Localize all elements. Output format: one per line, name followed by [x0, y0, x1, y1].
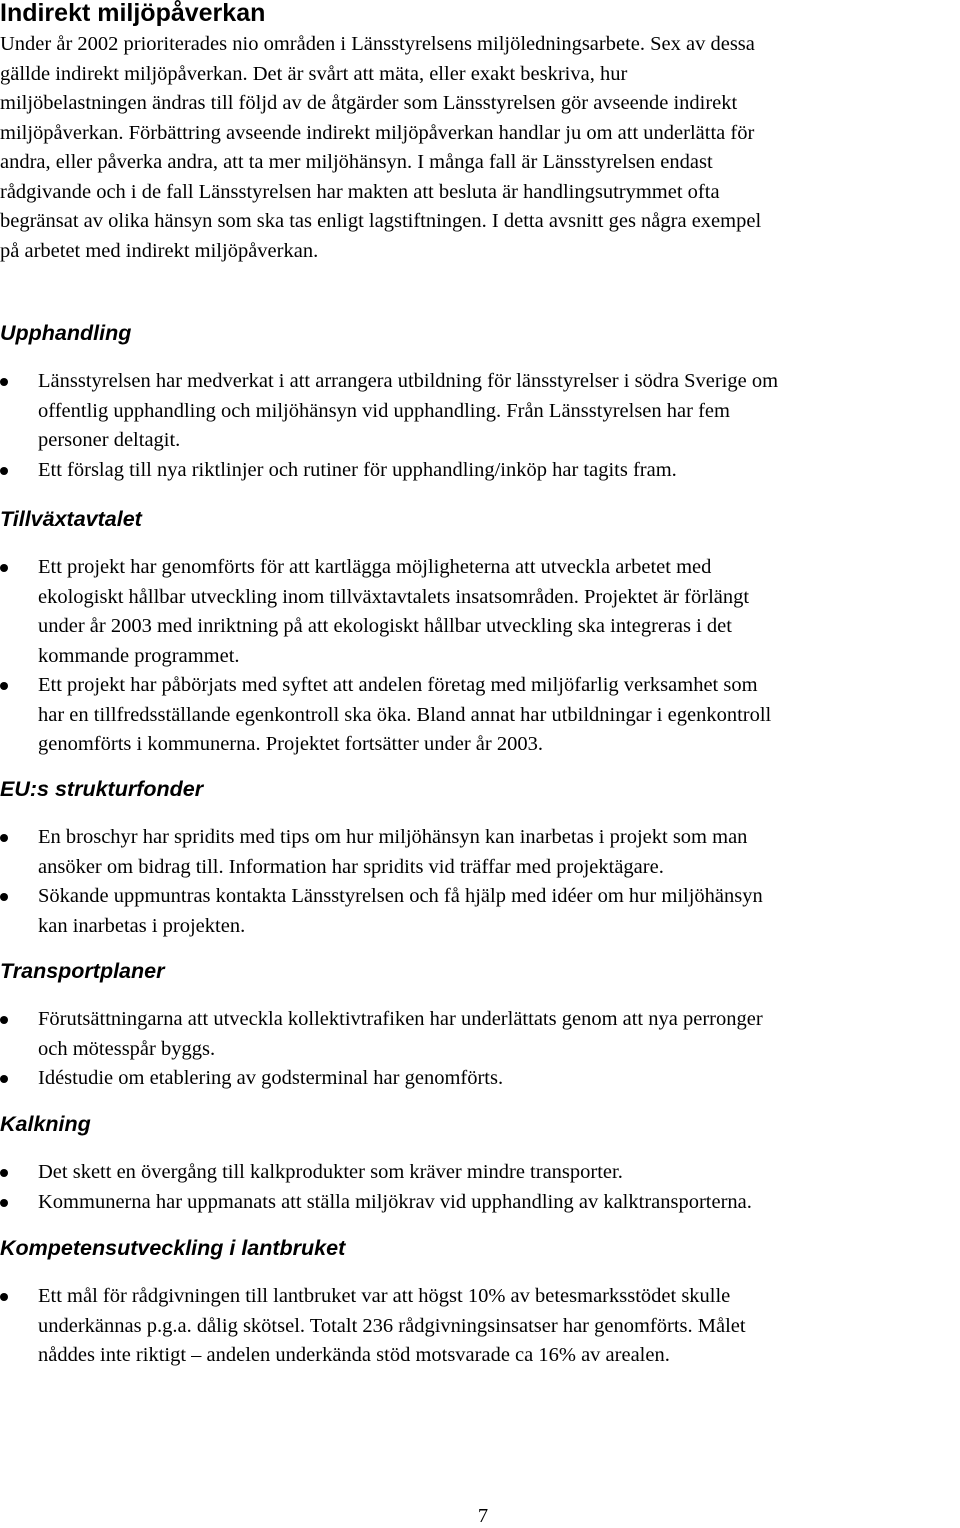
bullet-line: Länsstyrelsen har medverkat i att arrangera utbildning för länsstyrelser i södra Sverige om — [38, 370, 779, 392]
section-kompetensutveckling — [0, 1235, 960, 1371]
bullet-list — [0, 1005, 960, 1094]
bullet-item — [0, 1282, 960, 1371]
bullet-line: under år 2003 med inriktning på att ekologiskt hållbar utveckling ska integreras i det — [38, 615, 732, 637]
bullet-item — [0, 1188, 960, 1218]
intro-line: miljöbelastningen ändras till följd av de åtgärder som Länsstyrelsen gör avseende indirekt — [0, 92, 738, 114]
intro-line: på arbetet med indirekt miljöpåverkan. — [0, 239, 319, 262]
intro-line: gällde indirekt miljöpåverkan. Det är svårt att mäta, eller exakt beskriva, hur — [0, 62, 628, 85]
bullet-line: Förutsättningarna att utveckla kollektivtrafiken har underlättats genom att nya perronger — [38, 1008, 763, 1030]
page-number — [0, 1504, 960, 1528]
section-eu-strukturfonder — [0, 776, 960, 941]
bullet-line: Ett mål för rådgivningen till lantbruket var att högst 10% av betesmarksstödet skulle — [38, 1285, 731, 1307]
bullet-line: ekologiskt hållbar utveckling inom tillväxtavtalets insatsområden. Projektet är förlängt — [38, 585, 750, 608]
intro-line: andra, eller påverka andra, att ta mer miljöhänsyn. I många fall är Länsstyrelsen endast — [0, 151, 713, 173]
intro-line: begränsat av olika hänsyn som ska tas enligt lagstiftningen. I detta avsnitt ges några exempel — [0, 210, 762, 232]
section-heading: EU:s strukturfonder — [0, 777, 204, 801]
page-number-text: 7 — [477, 1505, 489, 1527]
section-heading: Upphandling — [0, 321, 132, 345]
bullet-list — [0, 367, 960, 485]
bullet-list — [0, 1282, 960, 1371]
intro-line: Under år 2002 prioriterades nio områden i Länsstyrelsens miljöledningsarbete. Sex av dessa — [0, 33, 755, 55]
bullet-line: underkännas p.g.a. dålig skötsel. Totalt 236 rådgivningsinsatser har genomförts. Målet — [38, 1314, 746, 1337]
bullet-list — [0, 823, 960, 941]
intro-paragraph — [0, 30, 958, 266]
bullet-line: En broschyr har spridits med tips om hur miljöhänsyn kan inarbetas i projekt som man — [38, 826, 748, 848]
intro-line: rådgivande och i de fall Länsstyrelsen har makten att besluta är handlingsutrymmet ofta — [0, 180, 720, 203]
page-title: Indirekt miljöpåverkan — [0, 0, 266, 27]
bullet-line: nåddes inte riktigt – andelen underkända stöd motsvarade ca 16% av arealen. — [38, 1344, 670, 1366]
bullet-list — [0, 553, 960, 760]
bullet-list — [0, 1158, 960, 1217]
bullet-item — [0, 1005, 960, 1064]
bullet-line: Ett projekt har genomförts för att kartlägga möjligheterna att utveckla arbetet med — [38, 556, 712, 578]
bullet-line: och mötesspår byggs. — [38, 1037, 216, 1060]
section-heading: Kalkning — [0, 1112, 91, 1136]
bullet-item — [0, 367, 960, 456]
bullet-line: Det skett en övergång till kalkprodukter som kräver mindre transporter. — [38, 1161, 623, 1183]
bullet-item — [0, 823, 960, 882]
section-transportplaner — [0, 958, 960, 1094]
bullet-item — [0, 1158, 960, 1188]
bullet-line: kommande programmet. — [38, 644, 240, 667]
intro-line: miljöpåverkan. Förbättring avseende indirekt miljöpåverkan handlar ju om att underlätta för — [0, 121, 755, 144]
section-heading: Transportplaner — [0, 959, 165, 983]
bullet-line: ansöker om bidrag till. Information har spridits vid träffar med projektägare. — [38, 855, 664, 878]
bullet-line: Ett projekt har påbörjats med syftet att andelen företag med miljöfarlig verksamhet som — [38, 674, 758, 696]
bullet-item — [0, 671, 960, 760]
bullet-line: Kommunerna har uppmanats att ställa miljökrav vid upphandling av kalktransporterna. — [38, 1190, 752, 1213]
bullet-line: kan inarbetas i projekten. — [38, 914, 246, 937]
section-tillvaxtavtalet — [0, 506, 960, 760]
bullet-item — [0, 1064, 960, 1094]
bullet-item — [0, 553, 960, 671]
bullet-item — [0, 882, 960, 941]
bullet-line: genomförts i kommunerna. Projektet fortsätter under år 2003. — [38, 733, 543, 755]
bullet-line: Ett förslag till nya riktlinjer och rutiner för upphandling/inköp har tagits fram. — [38, 458, 677, 481]
section-heading: Kompetensutveckling i lantbruket — [0, 1236, 346, 1260]
section-upphandling — [0, 320, 960, 485]
bullet-line: Sökande uppmuntras kontakta Länsstyrelsen och få hjälp med idéer om hur miljöhänsyn — [38, 885, 763, 907]
bullet-line: personer deltagit. — [38, 429, 181, 451]
bullet-line: har en tillfredsställande egenkontroll ska öka. Bland annat har utbildningar i egenkontroll — [38, 703, 772, 726]
bullet-item — [0, 456, 960, 486]
section-kalkning — [0, 1111, 960, 1217]
section-heading: Tillväxtavtalet — [0, 507, 142, 531]
bullet-line: offentlig upphandling och miljöhänsyn vid upphandling. Från Länsstyrelsen har fem — [38, 399, 730, 422]
bullet-line: Idéstudie om etablering av godsterminal har genomförts. — [38, 1067, 504, 1089]
